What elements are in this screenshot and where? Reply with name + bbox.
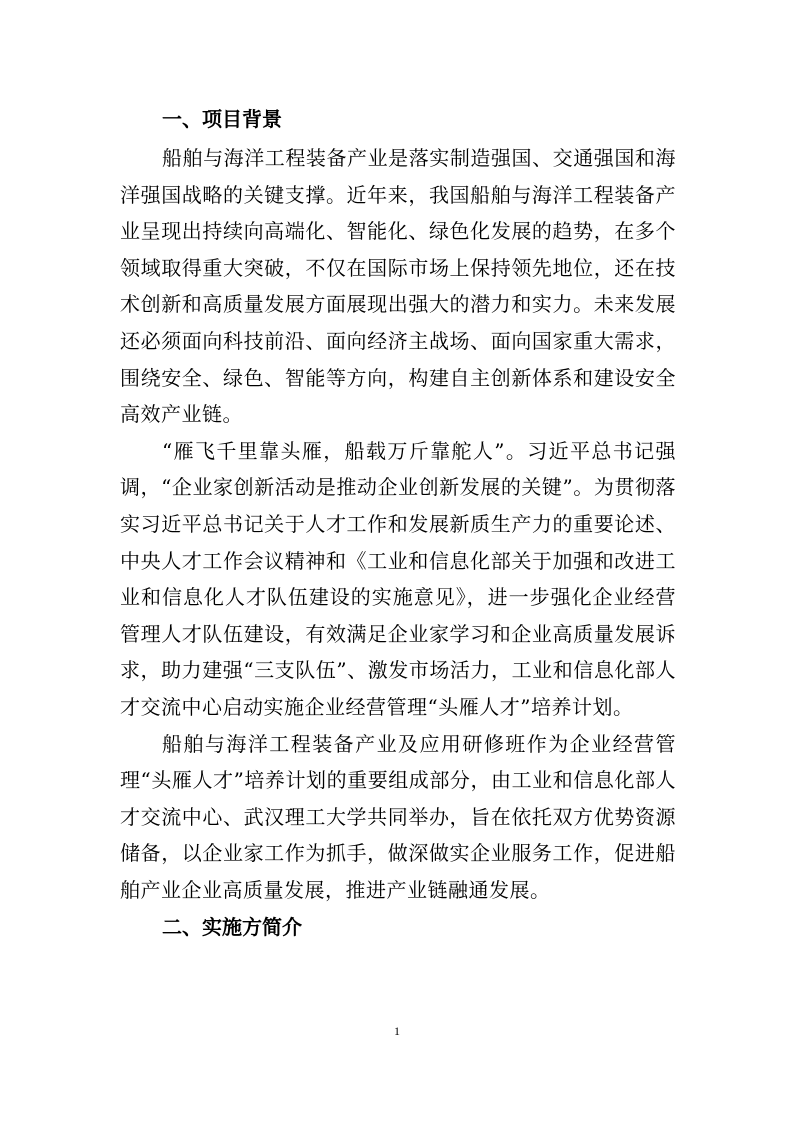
paragraph-training-course: 船舶与海洋工程装备产业及应用研修班作为企业经营管理“头雁人才”培养计划的重要组成部分，由工业和信息化部人才交流中心、武汉理工大学共同举办，旨在依托双方优势资源储备，以企业家工作为抓手，做深做实企业服务工作，促进船舶产业企业高质量发展，推进产业链融通发展。: [120, 731, 676, 902]
section-heading-implementer: 二、实施方简介: [162, 915, 302, 940]
paragraph-talent-program: “雁飞千里靠头雁，船载万斤靠舵人”。习近平总书记强调，“企业家创新活动是推动企业创新发展的关键”。为贯彻落实习近平总书记关于人才工作和发展新质生产力的重要论述、中央人才工作会议精神和《工业和信息化部关于加强和改进工业和信息化人才队伍建设的实施意见》，进一步强化企业经营管理人才队伍建设，有效满足企业家学习和企业高质量发展诉求，助力建强“三支队伍”、激发市场活力，工业和信息化部人才交流中心启动实施企业经营管理“头雁人才”培养计划。: [120, 438, 676, 719]
page-number: 1: [394, 1024, 400, 1038]
document-body: [120, 100, 676, 946]
paragraph-industry-overview: 船舶与海洋工程装备产业是落实制造强国、交通强国和海洋强国战略的关键支撑。近年来，我国船舶与海洋工程装备产业呈现出持续向高端化、智能化、绿色化发展的趋势，在多个领域取得重大突破，不仅在国际市场上保持领先地位，还在技术创新和高质量发展方面展现出强大的潜力和实力。未来发展还必须面向科技前沿、面向经济主战场、面向国家重大需求，围绕安全、绿色、智能等方向，构建自主创新体系和建设安全高效产业链。: [120, 146, 676, 427]
section-heading-background: 一、项目背景: [162, 107, 282, 131]
